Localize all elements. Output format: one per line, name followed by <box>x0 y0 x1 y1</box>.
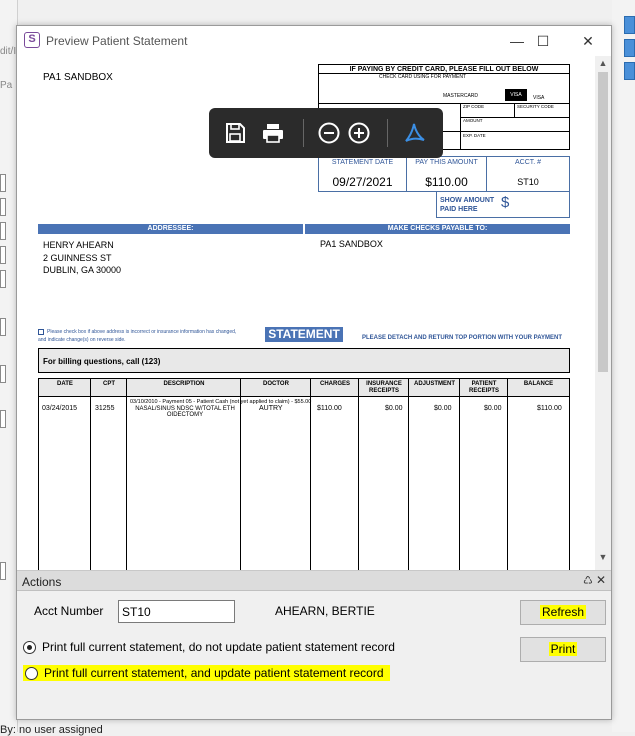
mastercard-label: MASTERCARD <box>443 93 479 99</box>
app-icon: S <box>24 32 40 48</box>
statement-summary <box>318 156 570 192</box>
credit-card-header: IF PAYING BY CREDIT CARD, PLEASE FILL OUT BELOW <box>319 65 569 74</box>
show-amount-box <box>436 192 570 218</box>
acct-cell <box>487 157 569 191</box>
radio-option-no-update[interactable] <box>23 640 395 654</box>
background-field[interactable] <box>0 198 6 216</box>
table-cell: 03/24/2015 <box>42 405 78 412</box>
save-icon[interactable] <box>223 121 247 145</box>
credit-card-sub: CHECK CARD USING FOR PAYMENT <box>379 74 467 80</box>
maximize-button[interactable]: ☐ <box>536 33 550 49</box>
address-line: DUBLIN, GA 30000 <box>43 265 122 275</box>
background-field[interactable] <box>0 365 6 383</box>
statement-title: STATEMENT <box>265 327 343 342</box>
background-button[interactable] <box>624 16 635 34</box>
table-cell: AUTRY <box>259 405 283 412</box>
refresh-button[interactable] <box>520 600 606 625</box>
table-cell: $0.00 <box>484 405 502 412</box>
charges-table <box>38 378 570 570</box>
amount-label: AMOUNT <box>463 118 483 123</box>
toolbar-separator <box>303 119 304 147</box>
minimize-button[interactable]: — <box>510 33 524 49</box>
divider <box>514 103 515 117</box>
column-header: PATIENT RECEIPTS <box>468 381 499 394</box>
background-field[interactable] <box>0 246 6 264</box>
table-column <box>39 379 91 570</box>
security-code-label: SECURITY CODE <box>517 104 554 109</box>
address-line: HENRY AHEARN <box>43 240 114 250</box>
column-header: DOCTOR <box>263 381 289 387</box>
print-button[interactable] <box>520 637 606 662</box>
column-header: DATE <box>57 381 73 387</box>
statement-date-cell <box>319 157 407 191</box>
toolbar-separator <box>387 119 388 147</box>
highlighted-option <box>23 665 390 681</box>
background-field[interactable] <box>0 270 6 288</box>
show-amount-label: SHOW AMOUNT PAID HERE <box>440 197 495 213</box>
table-column <box>508 379 569 570</box>
table-cell: $0.00 <box>385 405 403 412</box>
print-icon[interactable] <box>261 121 285 145</box>
column-header: BALANCE <box>523 381 554 387</box>
dollar-icon: $ <box>501 194 510 211</box>
address-change-text: Please check box if above address is incorrect or insurance information has changed, and indicate change(s) on reverse side. <box>38 329 237 343</box>
zoom-in-icon[interactable] <box>347 121 371 145</box>
table-column <box>91 379 127 570</box>
patient-name: AHEARN, BERTIE <box>275 604 375 618</box>
table-cell: $110.00 <box>537 405 562 412</box>
background-right-panel <box>612 0 635 732</box>
actions-panel <box>17 570 611 719</box>
background-field[interactable] <box>0 318 6 336</box>
table-column <box>311 379 359 570</box>
pdf-icon[interactable] <box>403 121 427 145</box>
column-header: CHARGES <box>319 381 350 387</box>
pay-amount-label: PAY THIS AMOUNT <box>415 159 478 166</box>
background-button[interactable] <box>624 62 635 80</box>
background-label: dit/I <box>0 46 17 57</box>
pin-icon[interactable]: ♺ <box>583 575 593 587</box>
acct-number-label: Acct Number <box>34 604 104 618</box>
background-field[interactable] <box>0 562 6 580</box>
address-change-note <box>38 328 238 344</box>
statement-date-value: 09/27/2021 <box>332 175 393 189</box>
radio-label: Print full current statement, and update patient statement record <box>44 666 384 680</box>
statement-viewer[interactable] <box>17 56 611 570</box>
table-cell: NASAL/SINUS NDSC W/TOTAL ETH OIDECTOMY <box>135 406 235 418</box>
table-column <box>359 379 409 570</box>
column-header: DESCRIPTION <box>163 381 205 387</box>
radio-label: Print full current statement, do not update patient statement record <box>42 640 395 654</box>
statement-document <box>17 56 595 570</box>
title-bar <box>17 26 611 56</box>
billing-questions-bar <box>38 348 570 373</box>
status-text: By: no user assigned <box>0 724 103 736</box>
divider <box>460 103 461 150</box>
pay-amount-cell <box>407 157 487 191</box>
table-cell: 31255 <box>95 405 115 412</box>
zoom-out-icon[interactable] <box>317 121 341 145</box>
sender-name: PA1 SANDBOX <box>43 72 113 83</box>
scroll-thumb[interactable] <box>598 72 608 372</box>
exp-date-label: EXP. DATE <box>463 133 486 138</box>
actions-header <box>17 571 611 591</box>
table-column <box>241 379 311 570</box>
column-header: ADJUSTMENT <box>413 381 455 387</box>
payment-note: 03/10/2010 - Payment 05 - Patient Cash (not yet applied to claim) - $55.00 <box>130 399 312 405</box>
background-label: Pa <box>0 80 13 91</box>
acct-value: ST10 <box>517 177 539 187</box>
visa-logo: VISA <box>505 89 527 101</box>
table-column <box>460 379 508 570</box>
acct-label: ACCT. # <box>514 159 542 166</box>
close-icon[interactable]: ✕ <box>596 573 607 587</box>
detach-note: PLEASE DETACH AND RETURN TOP PORTION WITH YOUR PAYMENT <box>362 335 563 341</box>
close-button[interactable]: ✕ <box>582 33 594 49</box>
radio-option-update[interactable] <box>23 666 390 680</box>
column-header: CPT <box>103 381 115 387</box>
acct-number-input[interactable] <box>118 600 235 623</box>
refresh-label: Refresh <box>541 605 585 619</box>
table-cell: $0.00 <box>434 405 452 412</box>
address-change-checkbox <box>38 329 44 335</box>
vertical-scrollbar[interactable] <box>595 56 611 570</box>
visa-label: VISA <box>533 95 545 101</box>
radio-button-selected[interactable] <box>23 641 36 654</box>
payable-header: MAKE CHECKS PAYABLE TO: <box>305 224 570 234</box>
column-header: INSURANCE RECEIPTS <box>366 381 402 394</box>
addressee-block <box>43 239 121 277</box>
pay-amount-value: $110.00 <box>425 175 468 189</box>
address-line: 2 GUINNESS ST <box>43 252 112 263</box>
actions-title: Actions <box>22 575 62 589</box>
background-field[interactable] <box>0 410 6 428</box>
payable-name: PA1 SANDBOX <box>320 239 383 249</box>
radio-button[interactable] <box>25 667 38 680</box>
background-button[interactable] <box>624 39 635 57</box>
zip-code-label: ZIP CODE <box>463 104 485 109</box>
table-cell: $110.00 <box>317 405 342 412</box>
window-title: Preview Patient Statement <box>46 34 188 48</box>
table-column <box>409 379 460 570</box>
background-field[interactable] <box>0 222 6 240</box>
statement-date-label: STATEMENT DATE <box>331 159 394 166</box>
pdf-toolbar <box>209 108 443 158</box>
addressee-header: ADDRESSEE: <box>38 224 303 234</box>
preview-statement-dialog <box>16 25 612 720</box>
print-label: Print <box>550 642 576 656</box>
background-field[interactable] <box>0 174 6 192</box>
billing-questions-text: For billing questions, call (123) <box>43 357 161 366</box>
scroll-down-icon[interactable]: ▼ <box>598 552 608 562</box>
scroll-up-icon[interactable]: ▲ <box>598 58 608 68</box>
